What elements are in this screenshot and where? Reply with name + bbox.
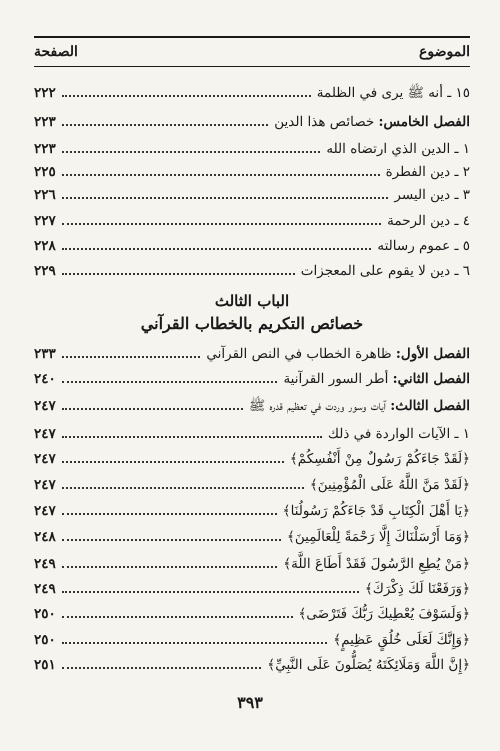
dot-leader — [62, 591, 359, 593]
toc-entry-title — [333, 631, 470, 649]
toc-entry-title — [283, 502, 470, 520]
toc-entry-text: ﴿وَلَسَوْفَ يُعْطِيكَ رَبُّكَ فَتَرْضَى﴾ — [298, 606, 470, 622]
toc-entry — [34, 233, 470, 255]
dot-leader — [62, 174, 380, 176]
dot-leader — [62, 436, 322, 438]
dot-leader — [62, 539, 281, 541]
dot-leader — [62, 642, 328, 644]
toc-entry-title — [274, 113, 470, 131]
toc-entry — [34, 446, 470, 468]
toc-entry-title — [377, 237, 470, 255]
toc-entry-text: ١٥ ـ أنه ﷺ يرى في الظلمة — [316, 85, 470, 101]
toc-entry-page: ٢٥٠ — [34, 632, 56, 648]
toc-entry-title — [365, 580, 470, 598]
chapter-label: الفصل الأول: — [395, 346, 470, 362]
toc-entry-title — [301, 262, 470, 280]
toc-entry-title — [328, 425, 470, 443]
toc-entry-page: ٢٢٨ — [34, 238, 56, 254]
toc-entry — [34, 366, 470, 388]
toc-entry-page: ٢٢٥ — [34, 164, 56, 180]
toc-entry-title — [290, 450, 470, 468]
toc-entry-text: ﴿لَقَدْ مَنَّ اللَّهُ عَلَى الْمُؤْمِنِينَ﴾ — [309, 477, 470, 493]
top-rule — [34, 36, 470, 38]
toc-entry — [34, 472, 470, 494]
toc-entry — [34, 601, 470, 623]
dot-leader — [62, 616, 293, 618]
toc-entry-page: ٢٢٣ — [34, 114, 56, 130]
header-rule — [34, 66, 470, 67]
toc-entry-page: ٢٤٧ — [34, 503, 56, 519]
dot-leader — [62, 223, 381, 225]
dot-leader — [62, 151, 321, 153]
toc-entry — [34, 421, 470, 443]
toc-entry-text: خصائص هذا الدين — [274, 114, 379, 130]
dot-leader — [62, 95, 311, 97]
toc-entry-title — [283, 555, 470, 573]
toc-entry-page: ٢٣٣ — [34, 346, 56, 362]
toc-entry-page: ٢٤٧ — [34, 426, 56, 442]
toc-entry-text: آيات وسور وردت في تعظيم قدره ﷺ — [248, 398, 391, 414]
toc-entry-title — [317, 84, 470, 102]
toc-entry-title — [387, 212, 470, 230]
dot-leader — [62, 356, 201, 358]
toc-entry — [34, 136, 470, 158]
dot-leader — [62, 124, 269, 126]
toc-entry-title — [386, 163, 470, 181]
toc-entry-text: ﴿مَنْ يُطِعِ الرَّسُولَ فَقَدْ أَطَاعَ اللَّهَ﴾ — [283, 556, 470, 572]
dot-leader — [62, 381, 278, 383]
toc-entry-page: ٢٤٧ — [34, 398, 56, 414]
toc-entry-text: ٣ ـ دين اليسر — [394, 187, 470, 203]
toc-entry-title — [394, 186, 470, 204]
toc-entry — [34, 627, 470, 649]
toc-entry — [34, 208, 470, 230]
toc-entry-page: ٢٢٣ — [34, 141, 56, 157]
toc-entry-page: ٢٢٢ — [34, 85, 56, 101]
topic-column-label: الموضوع — [419, 44, 470, 60]
toc-entry — [34, 109, 470, 131]
toc-entry-text: ﴿وَمَا أَرْسَلْنَاكَ إِلَّا رَحْمَةً لِلْعَالَمِينَ﴾ — [286, 529, 470, 545]
toc-entry-text: ﴿وَرَفَعْنَا لَكَ ذِكْرَكَ﴾ — [364, 581, 470, 597]
toc-entry-title — [249, 397, 470, 415]
toc-entry — [34, 80, 470, 102]
toc-entry-text: ١ ـ الآيات الواردة في ذلك — [327, 426, 470, 442]
chapter-label: الفصل الخامس: — [378, 114, 470, 130]
toc-entry-title — [267, 656, 470, 674]
toc-entry-text: ٢ ـ دين الفطرة — [385, 164, 470, 180]
page-column-label: الصفحة — [34, 44, 78, 60]
toc-entry-page: ٢٥١ — [34, 657, 56, 673]
dot-leader — [62, 273, 295, 275]
toc-entry-page: ٢٢٧ — [34, 213, 56, 229]
dot-leader — [62, 487, 304, 489]
toc-entry — [34, 258, 470, 280]
toc-entry-text: ٦ ـ دين لا يقوم على المعجزات — [300, 263, 470, 279]
dot-leader — [62, 513, 277, 515]
toc-entry — [34, 341, 470, 363]
toc-entry-title — [287, 528, 470, 546]
toc-entry-title — [299, 605, 470, 623]
chapter-label: الفصل الثاني: — [392, 371, 470, 387]
dot-leader — [62, 408, 243, 410]
part-heading: الباب الثالث — [214, 292, 290, 310]
toc-entry-title — [206, 345, 470, 363]
toc-entry-page: ٢٤٧ — [34, 451, 56, 467]
toc-entry — [34, 551, 470, 573]
chapter-label: الفصل الثالث: — [390, 398, 470, 414]
toc-entry-text: ٤ ـ دين الرحمة — [387, 213, 470, 229]
toc-entry — [34, 652, 470, 674]
dot-leader — [62, 197, 389, 199]
toc-entry-text: أطر السور القرآنية — [283, 371, 393, 387]
toc-entry-title — [283, 370, 470, 388]
toc-entry-page: ٢٢٩ — [34, 263, 56, 279]
toc-entry-text: ظاهرة الخطاب في النص القرآني — [206, 346, 396, 362]
toc-entry-page: ٢٤٩ — [34, 556, 56, 572]
toc-header — [34, 40, 470, 64]
toc-entry-page: ٢٢٦ — [34, 187, 56, 203]
dot-leader — [62, 461, 284, 463]
toc-entry — [34, 498, 470, 520]
part-title: خصائص التكريم بالخطاب القرآني — [140, 314, 364, 333]
toc-entry-page: ٢٤٧ — [34, 477, 56, 493]
toc-entry — [34, 524, 470, 546]
toc-entry-text: ١ ـ الدين الذي ارتضاه الله — [326, 141, 470, 157]
dot-leader — [62, 566, 277, 568]
toc-entry — [34, 182, 470, 204]
toc-entry-page: ٢٤٠ — [34, 371, 56, 387]
toc-entry-text: ﴿وَإِنَّكَ لَعَلَى خُلُقٍ عَظِيمٍ﴾ — [333, 632, 470, 648]
toc-entry-title — [310, 476, 470, 494]
toc-entry-page: ٢٤٩ — [34, 581, 56, 597]
toc-entry — [34, 393, 470, 415]
toc-entry-title — [326, 140, 470, 158]
page-number: ٣٩٣ — [237, 693, 263, 712]
dot-leader — [62, 248, 372, 250]
toc-entry-text: ﴿لَقَدْ جَاءَكُمْ رَسُولٌ مِنْ أَنْفُسِكُمْ﴾ — [289, 451, 470, 467]
toc-entry-text: ٥ ـ عموم رسالته — [377, 238, 470, 254]
toc-entry — [34, 159, 470, 181]
toc-entry-page: ٢٥٠ — [34, 606, 56, 622]
dot-leader — [62, 667, 262, 669]
toc-entry-page: ٢٤٨ — [34, 529, 56, 545]
toc-entry — [34, 576, 470, 598]
toc-entry-text: ﴿إِنَّ اللَّهَ وَمَلَائِكَتَهُ يُصَلُّونَ عَلَى النَّبِيِّ﴾ — [267, 657, 470, 673]
toc-entry-text: ﴿يَا أَهْلَ الْكِتَابِ قَدْ جَاءَكُمْ رَسُولُنَا﴾ — [282, 503, 470, 519]
